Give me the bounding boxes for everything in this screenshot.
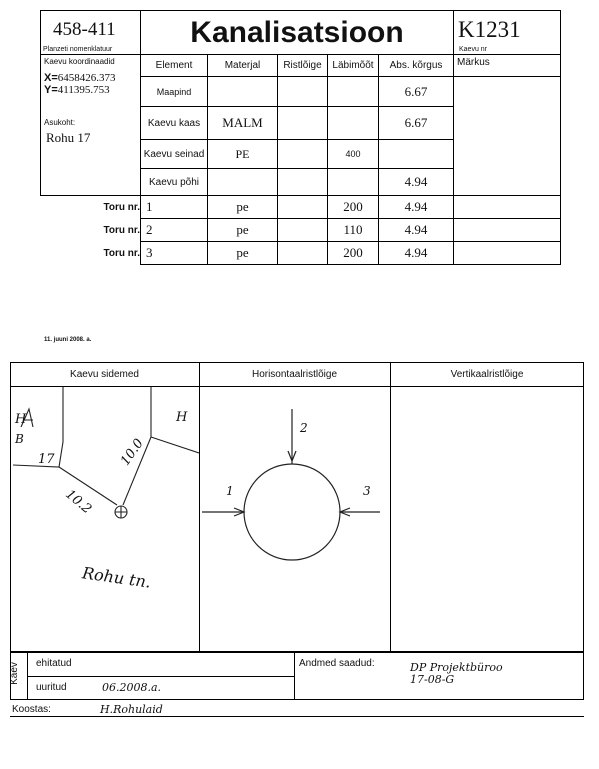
pipe-number: 1 <box>141 196 208 219</box>
col-header-material: Materjal <box>208 55 278 77</box>
pipe-section <box>278 242 328 265</box>
material-cell <box>208 77 278 107</box>
well-number-cell <box>454 11 561 55</box>
sketch-label-100: 10.0 <box>118 436 147 469</box>
source-value-line-2: 17-08-G <box>410 673 455 686</box>
pipe-notes <box>454 219 561 242</box>
col-header-element: Element <box>141 55 208 77</box>
footer-side-label: Kaev <box>8 662 20 685</box>
section-cell <box>278 169 328 196</box>
pipe-section <box>278 196 328 219</box>
pipe-section <box>278 219 328 242</box>
compiled-line <box>10 716 584 717</box>
sketch-label-102: 10.2 <box>62 487 95 518</box>
sheet-number-cell <box>41 11 141 55</box>
col-header-diameter: Läbimõõt <box>328 55 379 77</box>
well-caption: Kaevu nr <box>459 46 488 53</box>
panel-title-horizontal: Horisontaalristlõige <box>251 369 338 380</box>
diameter-cell <box>328 107 379 140</box>
horizontal-section-drawing <box>200 387 390 651</box>
pipe-row <box>41 196 561 219</box>
pipe-abs-height: 4.94 <box>379 196 454 219</box>
x-value: 6458426.373 <box>57 72 116 84</box>
pipe-row <box>41 219 561 242</box>
manhole-circle <box>244 464 340 560</box>
page-title: Kanalisatsioon <box>190 15 404 49</box>
element-cell: Kaevu kaas <box>141 107 208 140</box>
pipe-material: pe <box>208 196 278 219</box>
element-cell: Kaevu seinad <box>141 140 208 169</box>
col-header-notes: Märkus <box>454 55 561 77</box>
x-label: X= <box>44 72 58 84</box>
pipe-material: pe <box>208 219 278 242</box>
panel-divider <box>390 362 391 652</box>
source-label: Andmed saadud: <box>299 658 375 669</box>
abs-height-cell: 4.94 <box>379 169 454 196</box>
y-value: 411395.753 <box>57 84 110 96</box>
coords-label: Kaevu koordinaadid <box>44 57 115 66</box>
material-cell: PE <box>208 140 278 169</box>
section-cell <box>278 77 328 107</box>
sketch-label-h-right: H <box>176 410 188 425</box>
pipe-1-label: 1 <box>226 484 234 498</box>
pipe-label: Toru nr. <box>41 242 141 265</box>
col-header-abs-height: Abs. kõrgus <box>379 55 454 77</box>
pipe-abs-height: 4.94 <box>379 219 454 242</box>
pipe-row <box>41 242 561 265</box>
pipe-diameter: 200 <box>328 242 379 265</box>
pipe-number: 3 <box>141 242 208 265</box>
diameter-cell <box>328 77 379 107</box>
sketch-label-b: B <box>15 432 24 446</box>
material-cell <box>208 169 278 196</box>
pipe-diameter: 110 <box>328 219 379 242</box>
pipe-3-label: 3 <box>363 484 371 498</box>
pipe-label: Toru nr. <box>41 219 141 242</box>
date-note: 11. juuni 2008. a. <box>44 337 92 343</box>
y-label: Y= <box>44 84 58 96</box>
built-label: ehitatud <box>36 658 72 669</box>
sheet-caption: Planzeti nomenklatuur <box>43 46 113 53</box>
well-data-table <box>40 10 561 265</box>
footer-divider-mid <box>294 652 295 700</box>
panel-title-vertical: Vertikaalristlõige <box>450 369 524 380</box>
material-cell: MALM <box>208 107 278 140</box>
compiled-label: Koostas: <box>12 704 51 715</box>
pipe-diameter: 200 <box>328 196 379 219</box>
abs-height-cell: 6.67 <box>379 107 454 140</box>
col-header-section: Ristlõige <box>278 55 328 77</box>
section-cell <box>278 107 328 140</box>
sketch-label-h-left: H <box>15 412 27 427</box>
pipe-2-label: 2 <box>300 421 308 435</box>
pipe-abs-height: 4.94 <box>379 242 454 265</box>
surveyed-value: 06.2008.a. <box>102 681 162 694</box>
pipe-notes <box>454 242 561 265</box>
panel-title-connections: Kaevu sidemed <box>70 369 139 380</box>
building-outline-right <box>151 387 199 453</box>
source-value-line-1: DP Projektbüroo <box>410 661 503 674</box>
diameter-cell <box>328 169 379 196</box>
title-cell <box>141 11 454 55</box>
well-number: K1231 <box>458 16 521 42</box>
diameter-cell: 400 <box>328 140 379 169</box>
element-cell: Kaevu põhi <box>141 169 208 196</box>
sketch-label-17: 17 <box>38 452 55 467</box>
element-cell: Maapind <box>141 77 208 107</box>
connections-sketch <box>11 387 199 651</box>
pipe-number: 2 <box>141 219 208 242</box>
pipe-material: pe <box>208 242 278 265</box>
surveyed-label: uuritud <box>36 682 67 693</box>
footer-divider-row <box>27 676 294 677</box>
section-cell <box>278 140 328 169</box>
abs-height-cell <box>379 140 454 169</box>
pipe-notes <box>454 196 561 219</box>
info-cell <box>41 55 141 196</box>
sheet-number: 458-411 <box>53 18 116 40</box>
abs-height-cell: 6.67 <box>379 77 454 107</box>
location-value: Rohu 17 <box>46 130 91 145</box>
sketch-street-name: Rohu tn. <box>81 563 153 592</box>
notes-cell <box>454 77 561 196</box>
location-label: Asukoht: <box>44 118 76 127</box>
compiled-value: H.Rohulaid <box>100 703 163 716</box>
pipe-label: Toru nr. <box>41 196 141 219</box>
